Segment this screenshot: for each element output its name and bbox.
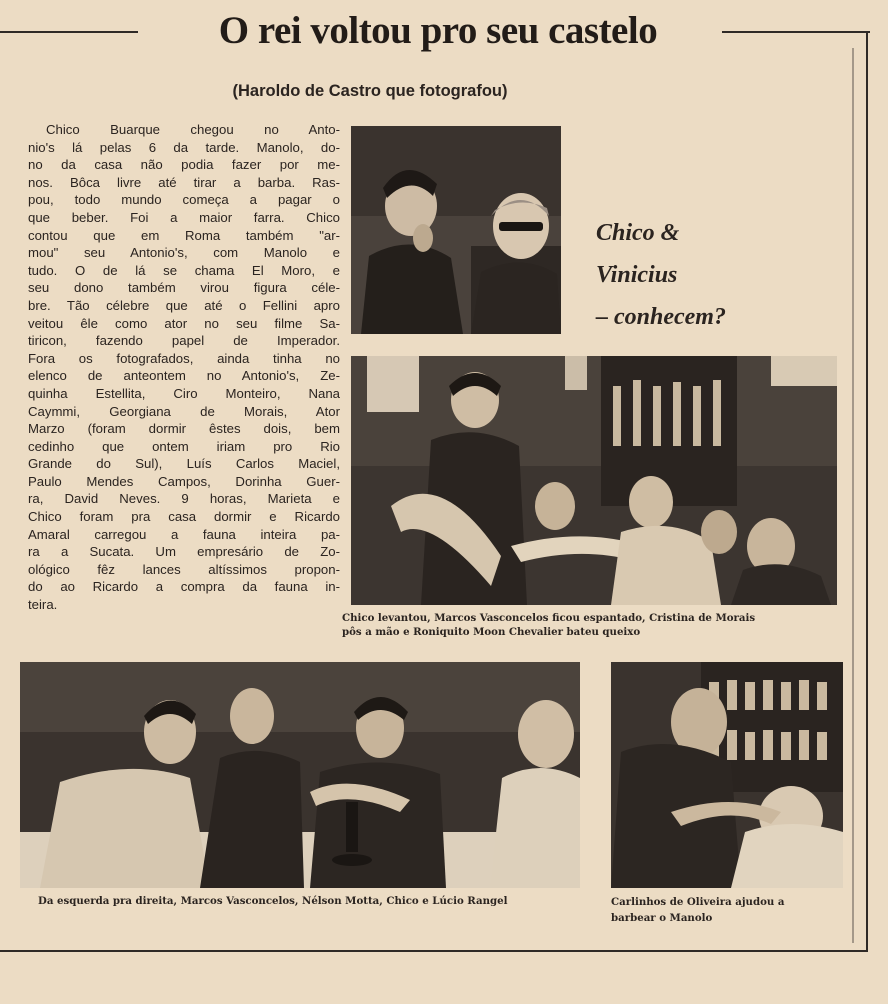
article-line: mou" seu Antonio's, com Manolo e [28,245,340,261]
article-line: pou, todo mundo começa a pagar o [28,192,340,208]
article-line: ra a Sucata. Um empresário de Zo- [28,544,340,560]
article-line: contou que em Roma também "ar- [28,227,340,243]
caption-table-photo [38,894,583,908]
article-line: bre. Tão célebre que até o Fellini apro [28,297,340,313]
caption-line: pôs a mão e Roniquito Moon Chevalier bateu queixo [342,626,641,638]
caption-group-photo [342,611,842,639]
article-line: elenco de anteontem no Antonio's, Ze- [28,368,340,384]
photo-group-scene [351,356,837,605]
article-line: Amaral carregou a fauna inteira pa- [28,526,340,542]
photo-side-caption [596,212,796,338]
article-body [28,121,340,614]
caption-line: barbear o Manolo [611,912,713,924]
article-line: Grande do Sul), Luís Carlos Maciel, [28,456,340,472]
caption-line: Chico levantou, Marcos Vasconcelos ficou espantado, Cristina de Morais [342,612,756,624]
article-line: no da casa não podia fazer por me- [28,157,340,173]
article-line: teira. [28,597,58,613]
article-line: quinha Estellita, Ciro Monteiro, Nana [28,385,340,401]
article-line: Paulo Mendes Campos, Dorinha Guer- [28,473,340,489]
article-line: tudo. O de lá se chama El Moro, e [28,262,340,278]
side-caption-line: Vinicius [596,262,678,288]
side-caption-line: – conhecem? [596,304,726,330]
top-rule-right [722,31,870,33]
bottom-rule [0,950,868,952]
article-line: ológico fêz lances altíssimos propon- [28,561,340,577]
article-line: cedinho que ontem iriam pro Rio [28,438,340,454]
article-line: Caymmi, Georgiana de Morais, Ator [28,403,340,419]
article-line: veitou êle como ator no seu filme Sa- [28,315,340,331]
caption-line: Da esquerda pra direita, Marcos Vasconcelos, Nélson Motta, Chico e Lúcio Rangel [38,895,508,907]
caption-line: Carlinhos de Oliveira ajudou a [611,896,785,908]
article-line: Marzo (foram dormir êstes dois, bem [28,421,340,437]
article-line: tiricon, fazendo papel de Imperador. [28,333,340,349]
right-rule [866,31,868,951]
article-line: do ao Ricardo a compra da fauna in- [28,579,340,595]
article-line: seu dono também virou figura céle- [28,280,340,296]
top-rule-left [0,31,138,33]
article-line: que beber. Foi a maior farra. Chico [28,209,340,225]
article-line: Fora os fotografados, ainda tinha no [28,350,340,366]
photo-table-group [20,662,580,888]
inner-right-rule [852,48,854,943]
article-line: Chico foram pra casa dormir e Ricardo [28,509,340,525]
article-line: Chico Buarque chegou no Anto- [46,122,340,137]
caption-barber-photo [611,894,851,926]
article-line: ra, David Neves. 9 horas, Marieta e [28,491,340,507]
article-line: nos. Bôca livre até tirar a barba. Ras- [28,174,340,190]
headline: O rei voltou pro seu castelo [218,9,658,52]
side-caption-line: Chico & [596,220,680,246]
photo-barber [611,662,843,888]
byline: (Haroldo de Castro que fotografou) [232,82,508,100]
article-line: nio's lá pelas 6 da tarde. Manolo, do- [28,139,340,155]
photo-chico-vinicius [351,126,561,334]
